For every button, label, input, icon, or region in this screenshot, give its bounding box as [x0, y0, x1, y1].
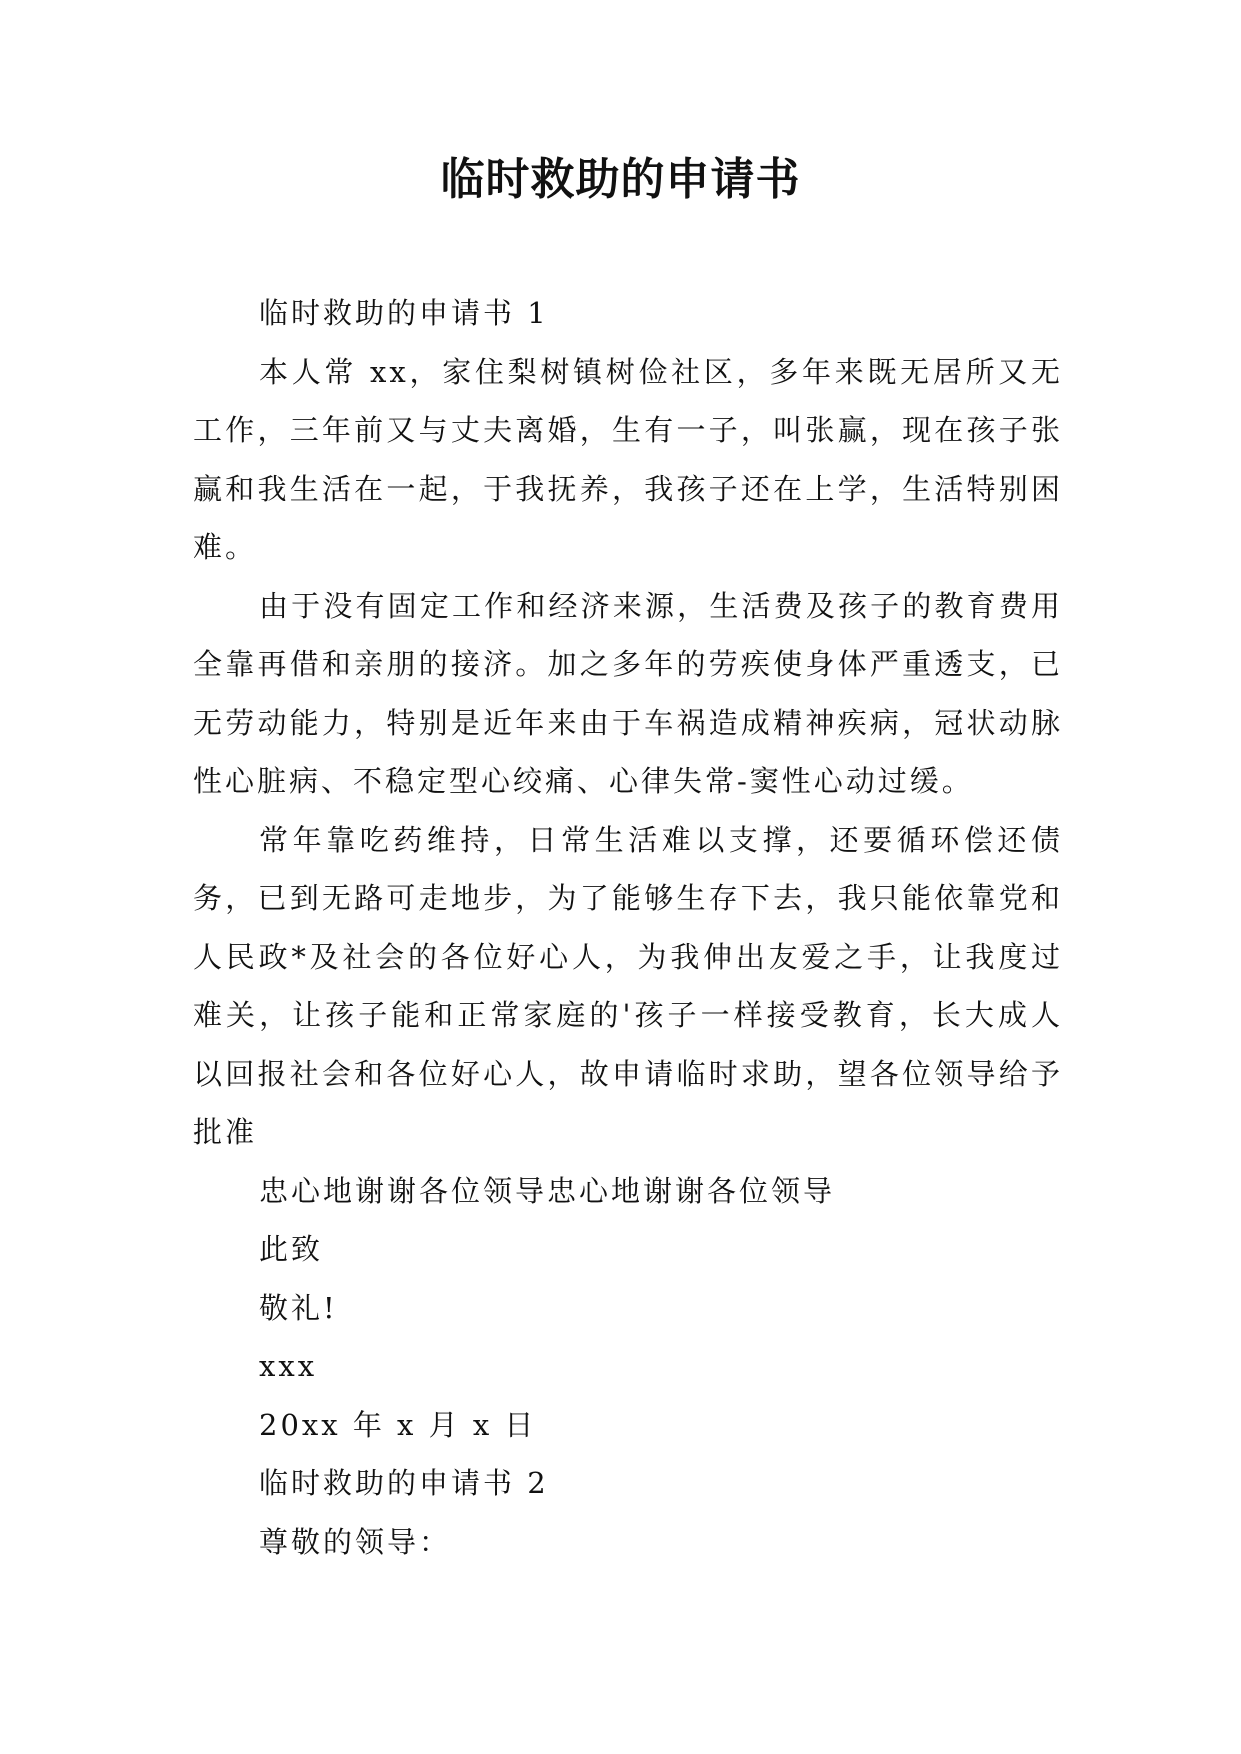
signature-name: xxx	[259, 1349, 318, 1383]
letter-greeting: 尊敬的领导：	[259, 1524, 452, 1559]
section-heading-2: 临时救助的申请书 2	[259, 1466, 549, 1500]
paragraph-hardship: 由于没有固定工作和经济来源，生活费及孩子的教育费用全靠再借和亲朋的接济。加之多年的劳疾使身体严重透支，已无劳动能力，特别是近年来由于车祸造成精神疾病，冠状动脉性心脏病、不稳定型心绞痛、心律失常-窦性心动过缓。	[193, 588, 1063, 798]
closing-salutation: 此致	[259, 1232, 324, 1266]
document-title: 临时救助的申请书	[440, 154, 801, 205]
paragraph-request: 常年靠吃药维持，日常生活难以支撑，还要循环偿还债务，已到无路可走地步，为了能够生存下去，我只能依靠党和人民政*及社会的各位好心人，为我伸出友爱之手，让我度过难关，让孩子能和正常家庭的'孩子一样接受教育，长大成人以回报社会和各位好心人，故申请临时求助，望各位领导给予批准	[193, 822, 1063, 1149]
paragraph-background: 本人常 xx，家住梨树镇树俭社区，多年来既无居所又无工作，三年前又与丈夫离婚，生有一子，叫张赢，现在孩子张赢和我生活在一起，于我抚养，我孩子还在上学，生活特别困难。	[193, 354, 1063, 564]
paragraph-thanks: 忠心地谢谢各位领导忠心地谢谢各位领导	[259, 1173, 836, 1208]
section-heading-1: 临时救助的申请书 1	[259, 296, 549, 330]
document-body	[193, 284, 1063, 1571]
closing-regards: 敬礼!	[259, 1290, 338, 1325]
signature-date: 20xx 年 x 月 x 日	[259, 1407, 537, 1442]
